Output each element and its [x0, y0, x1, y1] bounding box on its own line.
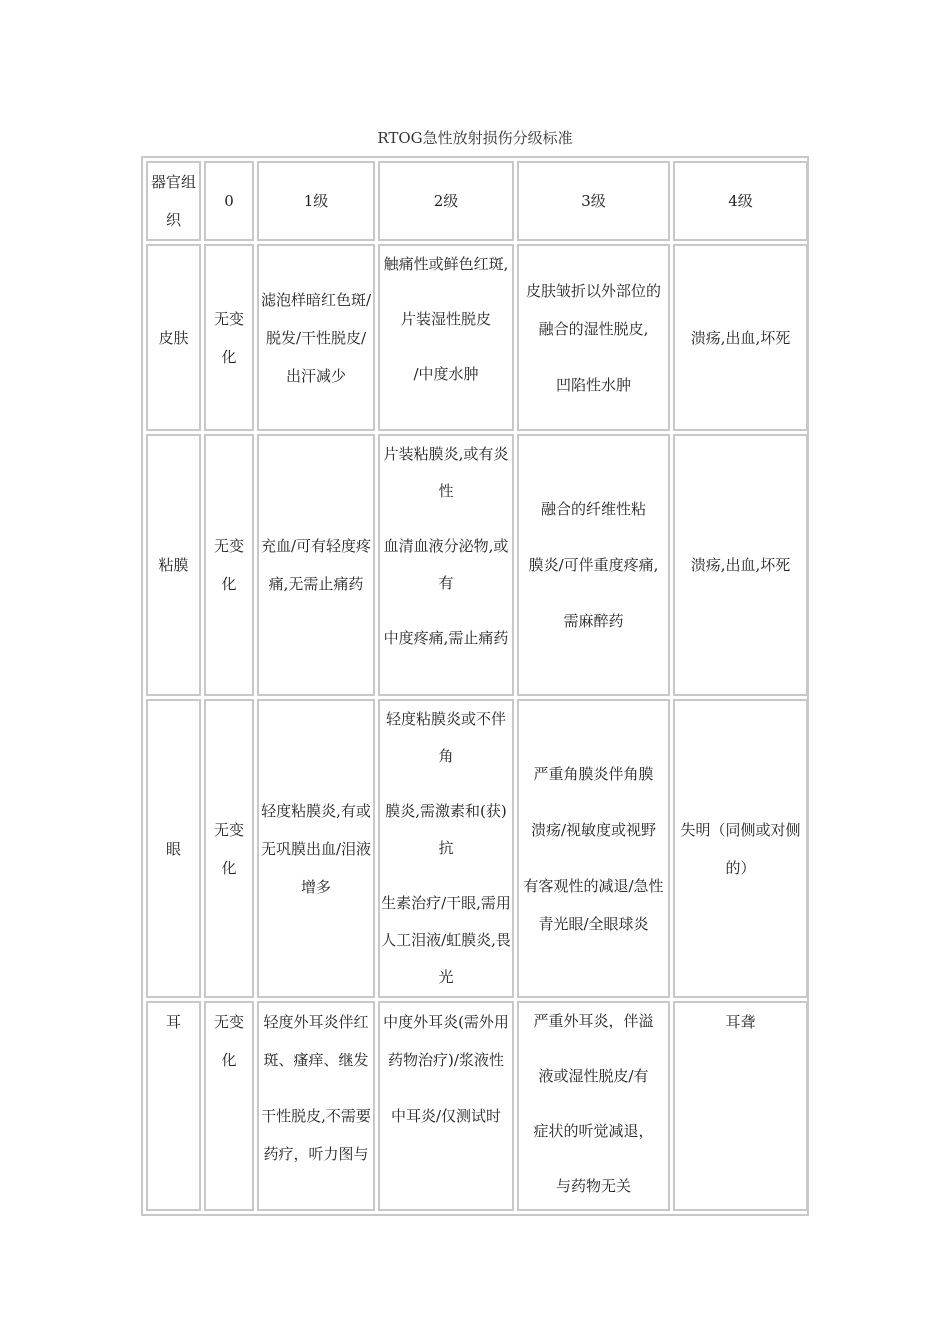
grade-3-cell — [517, 699, 670, 998]
grade-1-cell — [257, 434, 375, 696]
cell-text: 中度外耳炎(需外用药物治疗)/浆液性 — [383, 1013, 509, 1069]
cell-text: 轻度粘膜炎或不伴角 — [385, 710, 506, 765]
cell-text: 轻度外耳炎伴红斑、瘙痒、继发 — [263, 1013, 369, 1069]
cell-text: 溃疡/视敏度或视野 — [530, 820, 657, 839]
cell-text: 片装湿性脱皮 — [400, 310, 491, 328]
grade-1-cell — [257, 699, 375, 998]
cell-text: 皮肤皱折以外部位的融合的湿性脱皮, — [525, 281, 661, 338]
cell-text: 中度疼痛,需止痛药 — [383, 629, 509, 647]
grade-4-cell — [673, 244, 808, 431]
header-grade-0: 0 — [204, 161, 254, 241]
cell-text: 严重角膜炎伴角膜 — [533, 764, 654, 783]
cell-text: 充血/可有轻度疼痛,无需止痛药 — [260, 537, 372, 593]
cell-text: /中度水肿 — [413, 365, 479, 383]
cell-text: 触痛性或鲜色红斑, — [383, 255, 509, 273]
grade-2-cell — [378, 434, 514, 696]
cell-text: 融合的纤维性粘 — [540, 500, 646, 518]
organ-cell: 粘膜 — [146, 434, 201, 696]
grade-0-cell: 无变化 — [204, 1001, 254, 1211]
cell-text: 失明（同侧或对侧的） — [680, 820, 801, 877]
cell-text: 滤泡样暗红色斑/脱发/干性脱皮/出汗减少 — [260, 290, 372, 385]
grade-1-cell — [257, 1001, 375, 1211]
grade-1-cell — [257, 244, 375, 431]
cell-text: 溃疡,出血,坏死 — [690, 328, 791, 347]
cell-text: 需麻醉药 — [563, 612, 624, 630]
cell-text: 轻度粘膜炎,有或无巩膜出血/泪液增多 — [260, 801, 372, 896]
cell-text: 血清血液分泌物,或有 — [383, 537, 509, 592]
grade-2-cell — [378, 1001, 514, 1211]
header-organ: 器官组织 — [146, 161, 201, 241]
grade-3-cell — [517, 244, 670, 431]
cell-text: 有客观性的减退/急性青光眼/全眼球炎 — [523, 876, 664, 933]
header-grade-4: 4级 — [673, 161, 808, 241]
cell-text: 生素治疗/干眼,需用人工泪液/虹膜炎,畏光 — [381, 894, 511, 986]
cell-text: 膜炎/可伴重度疼痛, — [528, 556, 659, 574]
cell-text: 溃疡,出血,坏死 — [690, 556, 791, 574]
organ-cell: 眼 — [146, 699, 201, 998]
grade-0-cell: 无变化 — [204, 699, 254, 998]
cell-text: 症状的听觉减退， — [533, 1122, 654, 1140]
header-row — [146, 161, 808, 241]
grade-0-cell: 无变化 — [204, 244, 254, 431]
organ-cell: 皮肤 — [146, 244, 201, 431]
table-row — [146, 434, 808, 696]
header-grade-3: 3级 — [517, 161, 670, 241]
cell-text: 干性脱皮,不需要药疗，听力图与 — [261, 1107, 371, 1163]
grading-table — [143, 158, 811, 1214]
cell-text: 液或湿性脱皮/有 — [538, 1067, 649, 1085]
grade-4-cell — [673, 699, 808, 998]
table-row — [146, 1001, 808, 1211]
grade-3-cell — [517, 434, 670, 696]
grade-4-cell — [673, 1001, 808, 1211]
cell-text: 膜炎,需激素和(获)抗 — [385, 802, 507, 857]
grade-4-cell — [673, 434, 808, 696]
cell-text: 中耳炎/仅测试时 — [390, 1107, 502, 1125]
table-row — [146, 699, 808, 998]
table-row — [146, 244, 808, 431]
grade-3-cell — [517, 1001, 670, 1211]
cell-text: 与药物无关 — [555, 1177, 631, 1195]
document-title: RTOG急性放射损伤分级标准 — [377, 129, 573, 147]
organ-cell: 耳 — [146, 1001, 201, 1211]
cell-text: 耳聋 — [725, 1013, 756, 1031]
header-grade-2: 2级 — [378, 161, 514, 241]
cell-text: 严重外耳炎，伴溢 — [533, 1012, 654, 1030]
grade-2-cell — [378, 244, 514, 431]
cell-text: 片装粘膜炎,或有炎性 — [383, 445, 509, 500]
grade-2-cell — [378, 699, 514, 998]
grading-table-frame — [141, 156, 809, 1216]
header-grade-1: 1级 — [257, 161, 375, 241]
cell-text: 凹陷性水肿 — [555, 375, 631, 394]
grade-0-cell: 无变化 — [204, 434, 254, 696]
